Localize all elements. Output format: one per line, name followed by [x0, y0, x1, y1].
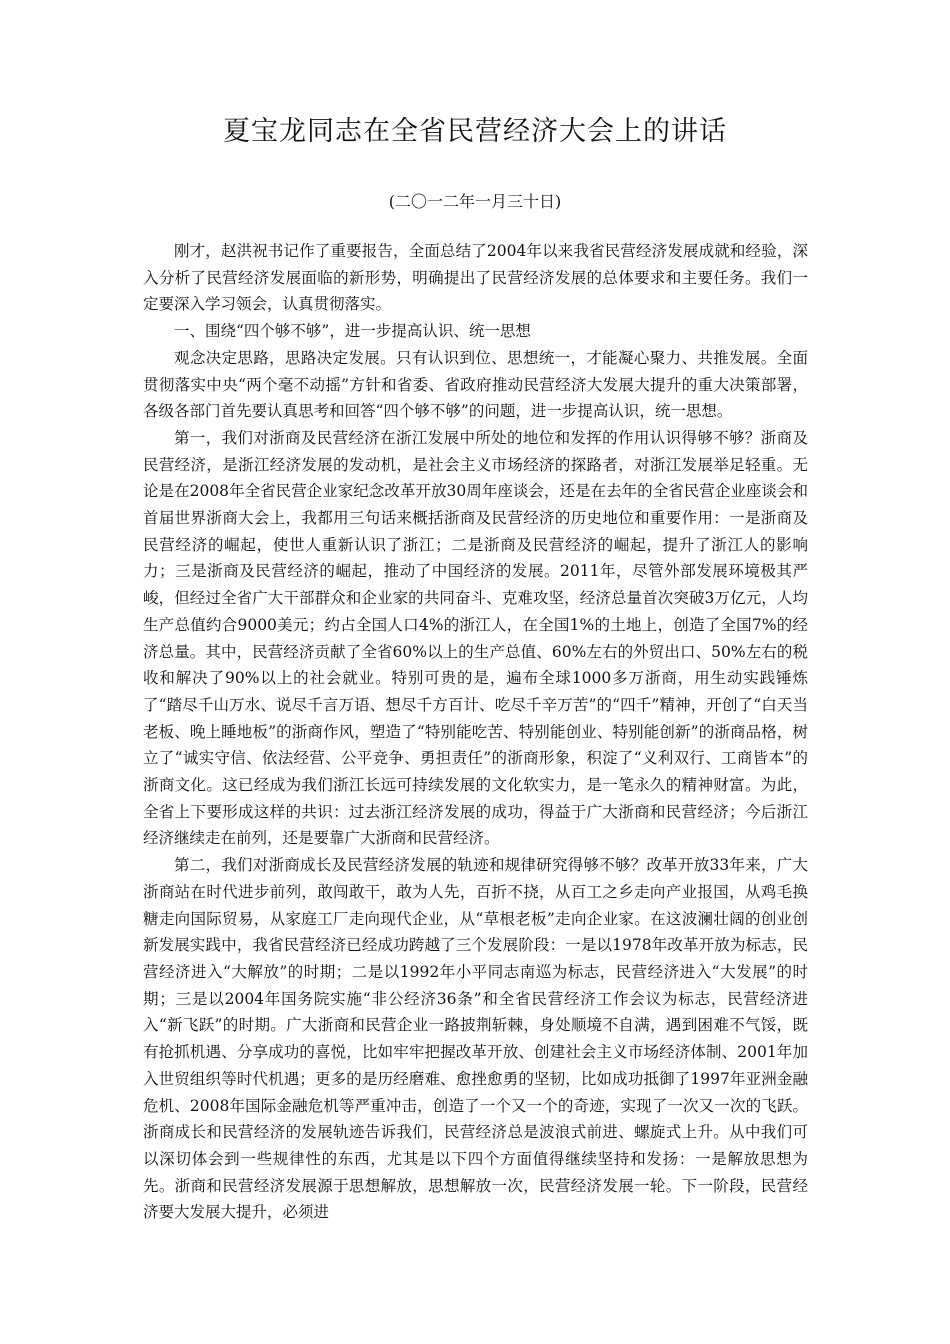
- document-date: (二〇一二年一月三十日): [388, 192, 562, 211]
- paragraph-overview: 观念决定思路，思路决定发展。只有认识到位、思想统一，才能凝心聚力、共推发展。全面贯彻落实中央“两个毫不动摇”方针和省委、省政府推动民营经济大发展大提升的重大决策部署，各级各部门首先要认真思考和回答“四个够不够”的问题，进一步提高认识，统一思想。: [143, 348, 808, 421]
- paragraph-second-point: 第二，我们对浙商成长及民营经济发展的轨迹和规律研究得够不够？改革开放33年来，广大浙商站在时代进步前列，敢闯敢干，敢为人先，百折不挠，从百工之乡走向产业报国，从鸡毛换糖走向国际贸易，从家庭工厂走向现代企业，从“草根老板”走向企业家。在这波澜壮阔的创业创新发展实践中，我省民营经济已经成功跨越了三个发展阶段：一是以1978年改革开放为标志，民营经济进入“大解放”的时期；二是以1992年小平同志南巡为标志，民营经济进入“大发展”的时期；三是以2004年国务院实施“非公经济36条”和全省民营经济工作会议为标志，民营经济进入“新飞跃”的时期。广大浙商和民营企业一路披荆斩棘，身处顺境不自满，遇到困难不气馁，既有抢抓机遇、分享成功的喜悦，比如牢牢把握改革开放、创建社会主义市场经济体制、2001年加入世贸组织等时代机遇；更多的是历经磨难、愈挫愈勇的坚韧，比如成功抵御了1997年亚洲金融危机、2008年国际金融危机等严重冲击，创造了一个又一个的奇迹，实现了一次又一次的飞跃。浙商成长和民营经济的发展轨迹告诉我们，民营经济总是波浪式前进、螺旋式上升。从中我们可以深切体会到一些规律性的东西，尤其是以下四个方面值得继续坚持和发扬：一是解放思想为先。浙商和民营经济发展源于思想解放，思想解放一次，民营经济发展一轮。下一阶段，民营经济要大发展大提升，必须进: [143, 856, 808, 1222]
- document-title: 夏宝龙同志在全省民营经济大会上的讲话: [223, 116, 727, 147]
- paragraph-intro: 刚才，赵洪祝书记作了重要报告，全面总结了2004年以来我省民营经济发展成就和经验，深入分析了民营经济发展面临的新形势，明确提出了民营经济发展的总体要求和主要任务。我们一定要深入学习领会，认真贯彻落实。: [143, 242, 808, 314]
- document-body: [143, 238, 808, 1226]
- section-heading: 一、围绕“四个够不够”，进一步提高认识、统一思想: [174, 322, 531, 341]
- paragraph-first-point: 第一，我们对浙商及民营经济在浙江发展中所处的地位和发挥的作用认识得够不够？浙商及民营经济，是浙江经济发展的发动机，是社会主义市场经济的探路者，对浙江发展举足轻重。无论是在2008年全省民营企业家纪念改革开放30周年座谈会，还是在去年的全省民营企业座谈会和首届世界浙商大会上，我都用三句话来概括浙商及民营经济的历史地位和重要作用：一是浙商及民营经济的崛起，使世人重新认识了浙江；二是浙商及民营经济的崛起，提升了浙江人的影响力；三是浙商及民营经济的崛起，推动了中国经济的发展。2011年，尽管外部发展环境极其严峻，但经过全省广大干部群众和企业家的共同奋斗、克难攻坚，经济总量首次突破3万亿元，人均生产总值约合9000美元；约占全国人口4%的浙江人，在全国1%的土地上，创造了全国7%的经济总量。其中，民营经济贡献了全省60%以上的生产总值、60%左右的外贸出口、50%左右的税收和解决了90%以上的社会就业。特别可贵的是，遍布全球1000多万浙商，用生动实践锤炼了“踏尽千山万水、说尽千言万语、想尽千方百计、吃尽千辛万苦”的“四千”精神，开创了“白天当老板、晚上睡地板”的浙商作风，塑造了“特别能吃苦、特别能创业、特别能创新”的浙商品格，树立了“诚实守信、依法经营、公平竞争、勇担责任”的浙商形象，积淀了“义利双行、工商皆本”的浙商文化。这已经成为我们浙江长远可持续发展的文化软实力，是一笔永久的精神财富。为此，全省上下要形成这样的共识：过去浙江经济发展的成功，得益于广大浙商和民营经济；今后浙江经济继续走在前列，还是要靠广大浙商和民营经济。: [143, 428, 808, 848]
